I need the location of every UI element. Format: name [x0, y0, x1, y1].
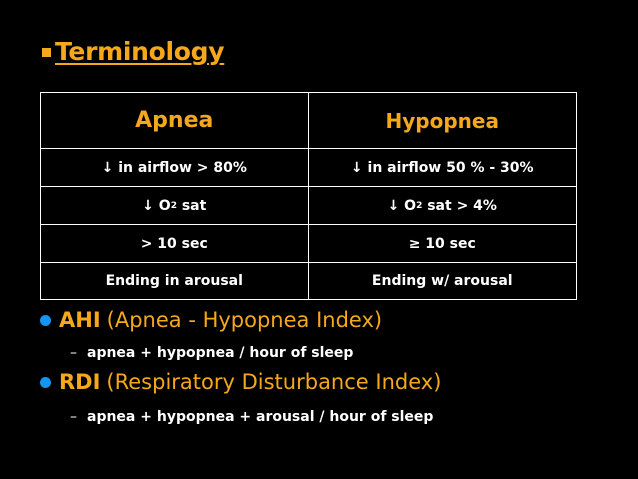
apnea-o2-subscript: 2 [170, 200, 177, 211]
hypopnea-ending-cell: Ending w/ arousal [371, 273, 513, 289]
table-row [41, 186, 576, 224]
sub-bullet-rdi [70, 409, 433, 425]
hypopnea-o2-prefix: ↓ O [387, 197, 417, 214]
bullet-rdi [40, 370, 441, 394]
apnea-o2-cell [41, 187, 309, 224]
hypopnea-o2-subscript: 2 [416, 200, 423, 211]
dash-bullet: – [70, 345, 77, 361]
apnea-ending-cell: Ending in arousal [41, 263, 309, 299]
hypopnea-o2-cell [309, 187, 577, 224]
apnea-duration-cell: > 10 sec [41, 225, 309, 262]
table-header-row [41, 93, 576, 148]
round-bullet-icon [40, 315, 51, 326]
bullet-abbr: AHI [59, 308, 101, 332]
title-text: Terminology [55, 36, 225, 66]
table-row [41, 148, 576, 186]
bullet-expansion: (Apnea - Hypopnea Index) [106, 308, 383, 332]
terminology-table [40, 92, 577, 300]
hypopnea-duration-cell: ≥ 10 sec [408, 235, 476, 252]
dash-bullet: – [70, 409, 77, 425]
round-bullet-icon [40, 377, 51, 388]
square-bullet-icon [42, 48, 51, 57]
apnea-o2-prefix: ↓ O [142, 197, 171, 214]
table-row [41, 224, 576, 262]
header-hypopnea: Hypopnea [385, 108, 499, 133]
bullet-abbr: RDI [59, 370, 101, 394]
slide-title [42, 34, 224, 68]
apnea-o2-suffix: sat [176, 197, 207, 214]
table-row [41, 262, 576, 299]
sub-bullet-text: apnea + hypopnea / hour of sleep [87, 345, 354, 361]
apnea-airflow-cell: ↓ in airflow > 80% [41, 149, 309, 186]
bullet-ahi [40, 308, 382, 332]
hypopnea-o2-suffix: sat > 4% [422, 197, 497, 214]
hypopnea-airflow-cell: ↓ in airflow 50 % - 30% [350, 159, 534, 176]
sub-bullet-ahi [70, 345, 353, 361]
bullet-expansion: (Respiratory Disturbance Index) [106, 370, 442, 394]
sub-bullet-text: apnea + hypopnea + arousal / hour of sleep [87, 409, 434, 425]
header-apnea: Apnea [41, 93, 309, 148]
